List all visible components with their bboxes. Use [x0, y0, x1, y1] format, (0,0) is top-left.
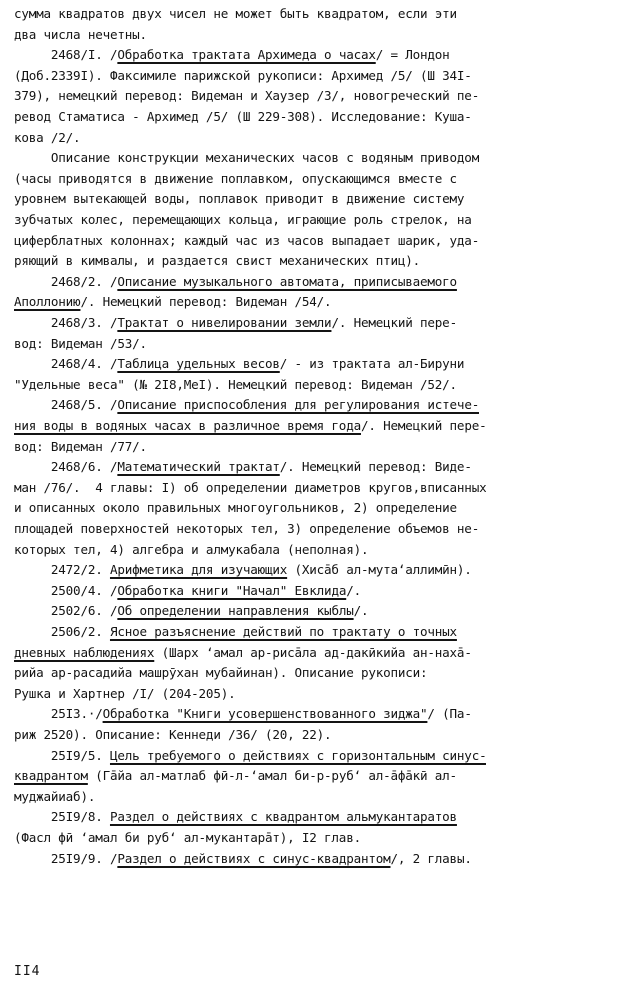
- underlined-title: Математический трактат: [117, 459, 280, 475]
- text-segment: (часы приводятся в движение поплавком, опускающимся вместе с: [14, 170, 457, 186]
- text-line: [14, 601, 368, 622]
- text-line: [14, 663, 427, 684]
- text-line: [14, 725, 331, 746]
- text-segment: кова /2/.: [14, 129, 81, 145]
- text-line: [14, 704, 472, 725]
- text-segment: 2468/4. /: [14, 356, 118, 372]
- text-line: [14, 354, 464, 375]
- underlined-title: Раздел о действиях с квадрантом альмукантаратов: [109, 809, 457, 825]
- text-line: [14, 498, 457, 519]
- text-segment: площадей поверхностей некоторых тел, 3) определение объемов не-: [14, 521, 480, 536]
- text-line: [14, 189, 464, 210]
- text-line: [14, 395, 479, 416]
- underlined-title: ния воды в водяных часах в различное время года: [14, 418, 361, 433]
- text-segment: (Шарх ‘амал ар-рисāла ад-дакӣкийа ан-нахā-: [154, 644, 472, 660]
- text-segment: рийа ар-расадийа машрӯхан мубайинан). Описание рукописи:: [14, 665, 428, 681]
- text-segment: вод: Видеман /77/.: [14, 438, 147, 454]
- text-line: [14, 292, 331, 313]
- text-segment: 2506/2.: [14, 624, 110, 639]
- text-line: [14, 622, 457, 643]
- text-segment: ревод Стаматиса - Архимед /5/ (Ш 229-308). Исследование: Куша-: [14, 109, 472, 124]
- text-line: [14, 86, 479, 107]
- text-segment: циферблатных колоннах; каждый час из часов выпадает шарик, уда-: [14, 232, 480, 248]
- underlined-title: дневных наблюдениях: [14, 644, 155, 660]
- text-segment: / (Па-: [427, 706, 472, 722]
- text-segment: 2500/4. /: [14, 582, 118, 598]
- text-line: [14, 334, 147, 355]
- text-line: [14, 478, 486, 499]
- text-segment: / - из трактата ал-Бируни: [279, 356, 465, 372]
- text-segment: (Доб.2339I). Факсимиле парижской рукописи: Архимед /5/ (Ш 34I-: [14, 67, 472, 83]
- text-line: [14, 272, 457, 293]
- text-line: [14, 4, 457, 25]
- text-line: [14, 807, 457, 828]
- text-segment: /. Немецкий перевод: Видеман /54/.: [80, 294, 332, 310]
- text-segment: /. Немецкий пере-: [360, 418, 487, 433]
- text-segment: уровнем вытекающей воды, поплавок приводит в движение систему: [14, 191, 465, 207]
- text-segment: 2468/I. /: [14, 47, 118, 63]
- underlined-title: Об определении направления кыблы: [117, 603, 354, 619]
- text-line: [14, 66, 472, 87]
- text-segment: 2468/3. /: [14, 315, 118, 330]
- text-line: [14, 251, 420, 272]
- text-line: [14, 560, 472, 581]
- text-line: [14, 684, 235, 705]
- text-segment: ряющий в кимвалы, и раздается свист механических птиц).: [14, 253, 421, 269]
- text-segment: зубчатых колес, перемещающих кольца, играющие роль стрелок, на: [14, 212, 472, 227]
- text-segment: которых тел, 4) алгебра и алмукабала (неполная).: [14, 541, 369, 557]
- text-line: [14, 437, 147, 458]
- text-line: [14, 148, 479, 169]
- underlined-title: Описание приспособления для регулирования истече-: [117, 397, 480, 413]
- text-line: [14, 169, 457, 190]
- text-line: [14, 849, 472, 870]
- text-segment: 25I9/8.: [14, 809, 110, 825]
- text-segment: ман /76/. 4 главы: I) об определении диаметров кругов,вписанных: [14, 479, 487, 495]
- text-line: [14, 313, 457, 334]
- text-segment: муджайиаб).: [14, 788, 96, 804]
- text-segment: (Фасл фӣ ‘амал би руб‘ ал-мукантарāт), I2 глав.: [14, 830, 361, 845]
- text-segment: сумма квадратов двух чисел не может быть квадратом, если эти: [14, 6, 457, 21]
- text-line: [14, 25, 147, 46]
- underlined-title: Раздел о действиях с синус-квадрантом: [117, 850, 391, 866]
- text-line: [14, 766, 457, 787]
- text-line: [14, 787, 95, 808]
- text-segment: /.: [346, 582, 361, 598]
- text-segment: 2472/2.: [14, 562, 110, 578]
- underlined-title: Описание музыкального автомата, приписываемого: [117, 273, 457, 289]
- underlined-title: Таблица удельных весов: [117, 356, 280, 372]
- underlined-title: Ясное разъяснение действий по трактату о точных: [109, 624, 457, 639]
- text-segment: /, 2 главы.: [390, 850, 472, 866]
- text-segment: /.: [353, 603, 369, 619]
- text-segment: риж 2520). Описание: Кеннеди /36/ (20, 22).: [14, 727, 332, 742]
- text-segment: 2468/5. /: [14, 397, 118, 413]
- text-segment: 2468/6. /: [14, 459, 118, 475]
- text-segment: "Удельные веса" (№ 2I8,МеI). Немецкий перевод: Видеман /52/.: [14, 376, 457, 392]
- text-line: [14, 643, 472, 664]
- text-line: [14, 128, 80, 149]
- text-segment: /. Немецкий перевод: Виде-: [279, 459, 472, 475]
- text-segment: /. Немецкий пере-: [331, 315, 457, 330]
- underlined-title: Цель требуемого о действиях с горизонтальным синус-: [109, 747, 487, 763]
- text-segment: 25I3.·/: [14, 706, 103, 722]
- text-line: [14, 828, 361, 849]
- text-segment: и описанных около правильных многоугольников, 2) определение: [14, 500, 457, 516]
- underlined-title: Арифметика для изучающих: [109, 562, 288, 578]
- text-segment: 25I9/9. /: [14, 850, 118, 866]
- text-segment: вод: Видеман /53/.: [14, 335, 147, 351]
- text-segment: Описание конструкции механических часов с водяным приводом: [14, 150, 480, 166]
- text-segment: 379), немецкий перевод: Видеман и Хаузер /3/, новогреческий пе-: [14, 88, 480, 104]
- text-line: [14, 210, 472, 231]
- underlined-title: Обработка "Книги усовершенствованного зиджа": [102, 706, 428, 722]
- underlined-title: Обработка трактата Архимеда о часах: [117, 47, 376, 63]
- text-line: [14, 457, 472, 478]
- underlined-title: квадрантом: [14, 768, 88, 784]
- underlined-title: Аполлонию: [14, 294, 81, 310]
- text-line: [14, 581, 361, 602]
- text-line: [14, 107, 472, 128]
- text-segment: 25I9/5.: [14, 747, 110, 763]
- text-segment: (Гāйа ал-матлаб фӣ-л-‘амал би-р-руб‘ ал-āфāкӣ ал-: [87, 768, 457, 784]
- text-segment: Рушка и Хартнер /I/ (204-205).: [14, 685, 236, 701]
- underlined-title: Обработка книги "Начал" Евклида: [117, 582, 347, 598]
- text-line: [14, 746, 486, 767]
- text-segment: / = Лондон: [375, 47, 450, 63]
- underlined-title: Трактат о нивелировании земли: [117, 315, 332, 330]
- text-line: [14, 45, 450, 66]
- text-segment: (Хисāб ал-мута‘аллимӣн).: [287, 562, 472, 578]
- text-line: [14, 519, 479, 540]
- text-line: [14, 231, 479, 252]
- page-number: II4: [14, 964, 41, 979]
- text-segment: два числа нечетны.: [14, 26, 147, 42]
- text-line: [14, 416, 486, 437]
- text-line: [14, 375, 457, 396]
- text-segment: 2502/6. /: [14, 603, 118, 619]
- text-line: [14, 540, 368, 561]
- text-segment: 2468/2. /: [14, 273, 118, 289]
